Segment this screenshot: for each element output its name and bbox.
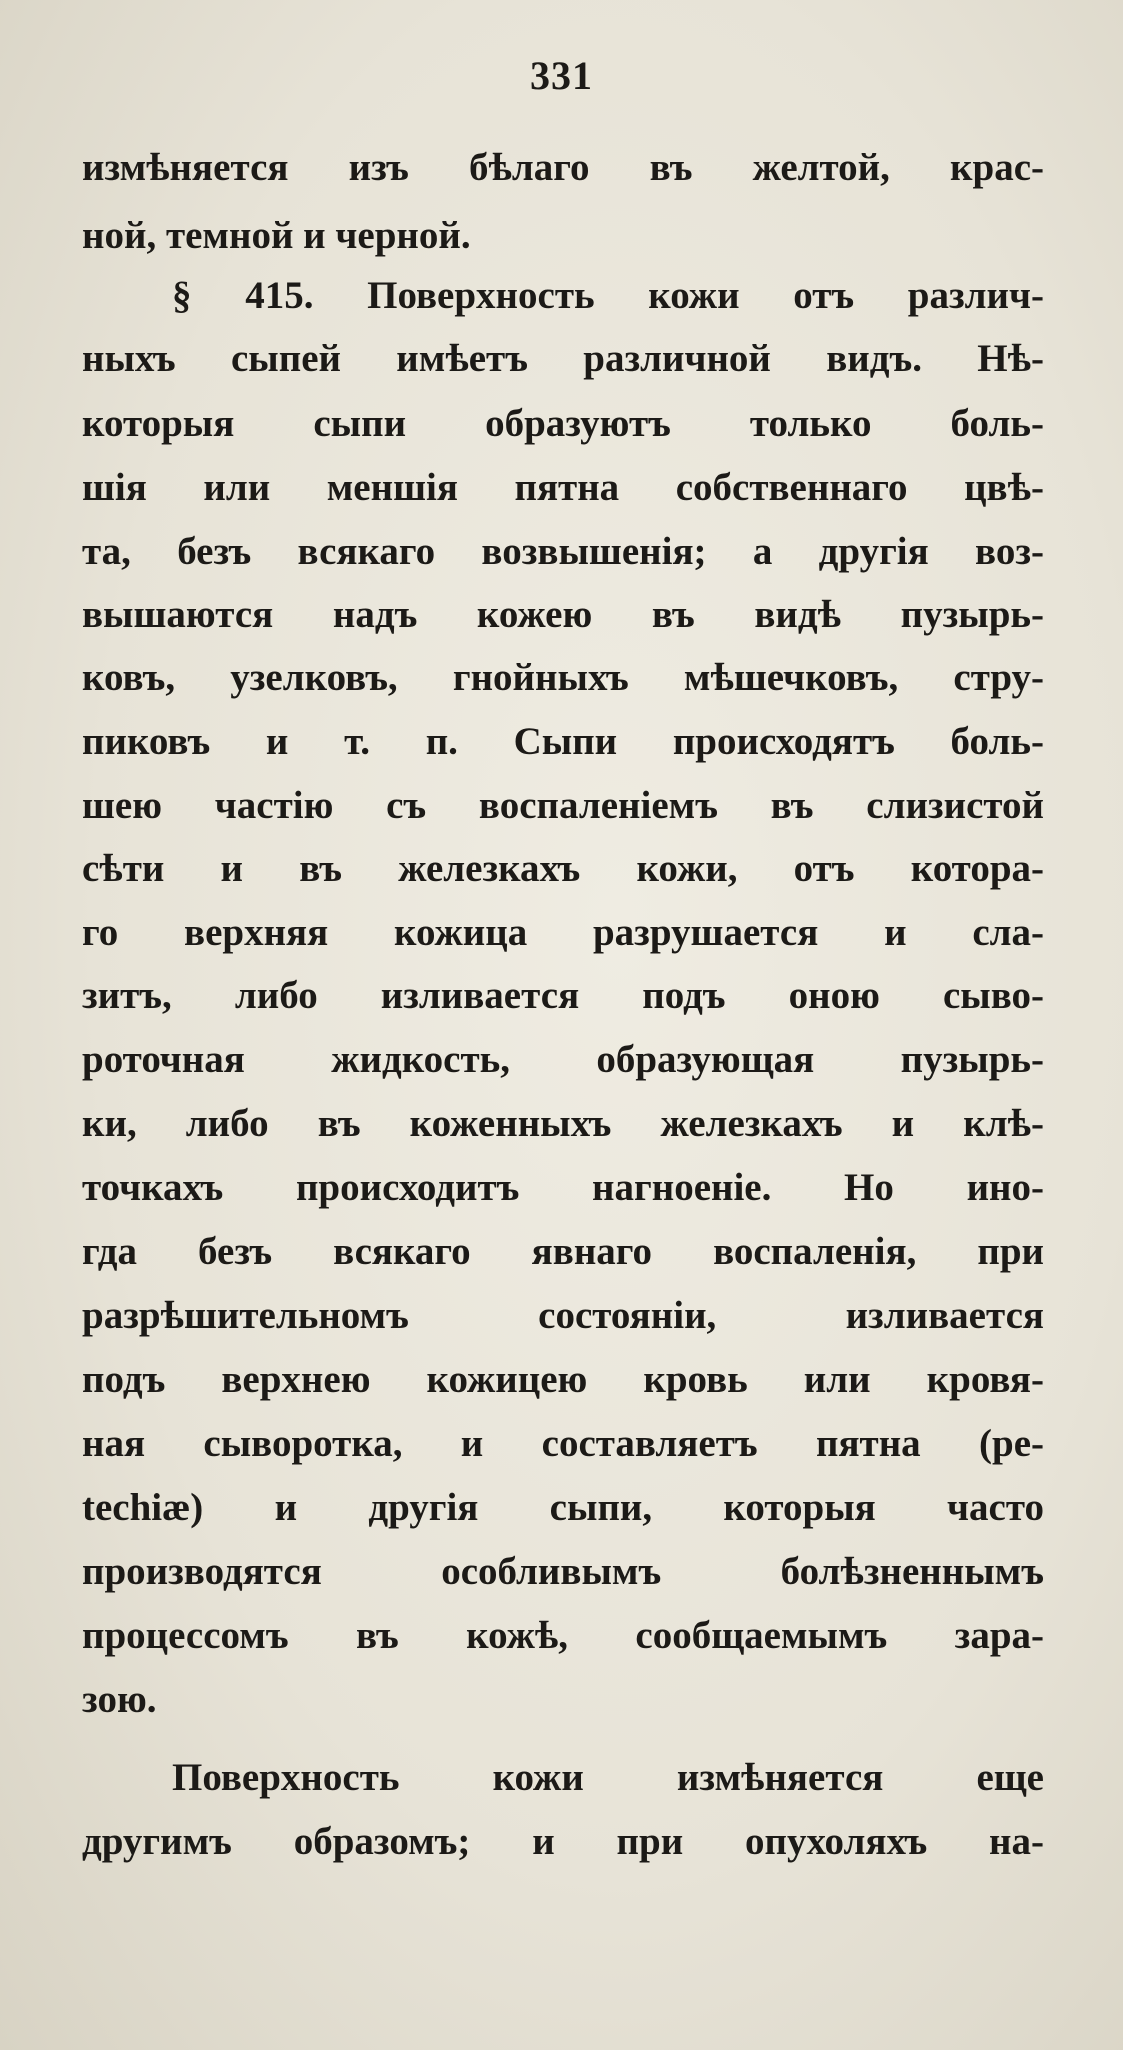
text-line: производятся особливымъ болѣзненнымъ bbox=[82, 1550, 1044, 1593]
text-line: роточная жидкость, образующая пузырь- bbox=[82, 1038, 1044, 1081]
text-line: ковъ, узелковъ, гнойныхъ мѣшечковъ, стру- bbox=[82, 656, 1044, 699]
text-line: та, безъ всякаго возвышенія; а другія воз- bbox=[82, 530, 1044, 573]
text-line: измѣняется изъ бѣлаго въ желтой, крас- bbox=[82, 146, 1044, 189]
text-line: зитъ, либо изливается подъ оною сыво- bbox=[82, 974, 1044, 1017]
text-line: разрѣшительномъ состояніи, изливается bbox=[82, 1294, 1044, 1337]
text-line: пиковъ и т. п. Сыпи происходятъ боль- bbox=[82, 720, 1044, 763]
text-line: сѣти и въ железкахъ кожи, отъ котора- bbox=[82, 847, 1044, 890]
text-line: ки, либо въ коженныхъ железкахъ и клѣ- bbox=[82, 1102, 1044, 1145]
text-line: techiæ) и другія сыпи, которыя часто bbox=[82, 1486, 1044, 1529]
text-line: ныхъ сыпей имѣетъ различной видъ. Нѣ- bbox=[82, 337, 1044, 380]
text-line: го верхняя кожица разрушается и сла- bbox=[82, 911, 1044, 954]
text-line: процессомъ въ кожѣ, сообщаемымъ зара- bbox=[82, 1614, 1044, 1657]
text-line: ной, темной и черной. bbox=[82, 214, 471, 257]
text-line: вышаются надъ кожею въ видѣ пузырь- bbox=[82, 593, 1044, 636]
page-number: 331 bbox=[530, 53, 593, 98]
paragraph-start-line: § 415. Поверхность кожи отъ различ- bbox=[172, 274, 1044, 317]
text-line: ная сыворотка, и составляетъ пятна (pe- bbox=[82, 1422, 1044, 1465]
text-line: гда безъ всякаго явнаго воспаленія, при bbox=[82, 1230, 1044, 1273]
text-line: шею частію съ воспаленіемъ въ слизистой bbox=[82, 784, 1044, 827]
text-line: зою. bbox=[82, 1678, 157, 1721]
text-line: которыя сыпи образуютъ только боль- bbox=[82, 402, 1044, 445]
text-line: другимъ образомъ; и при опухоляхъ на- bbox=[82, 1820, 1044, 1863]
paragraph-start-line: Поверхность кожи измѣняется еще bbox=[172, 1756, 1044, 1799]
text-line: подъ верхнею кожицею кровь или кровя- bbox=[82, 1358, 1044, 1401]
text-line: шія или меншія пятна собственнаго цвѣ- bbox=[82, 466, 1044, 509]
text-line: точкахъ происходитъ нагноеніе. Но ино- bbox=[82, 1166, 1044, 1209]
